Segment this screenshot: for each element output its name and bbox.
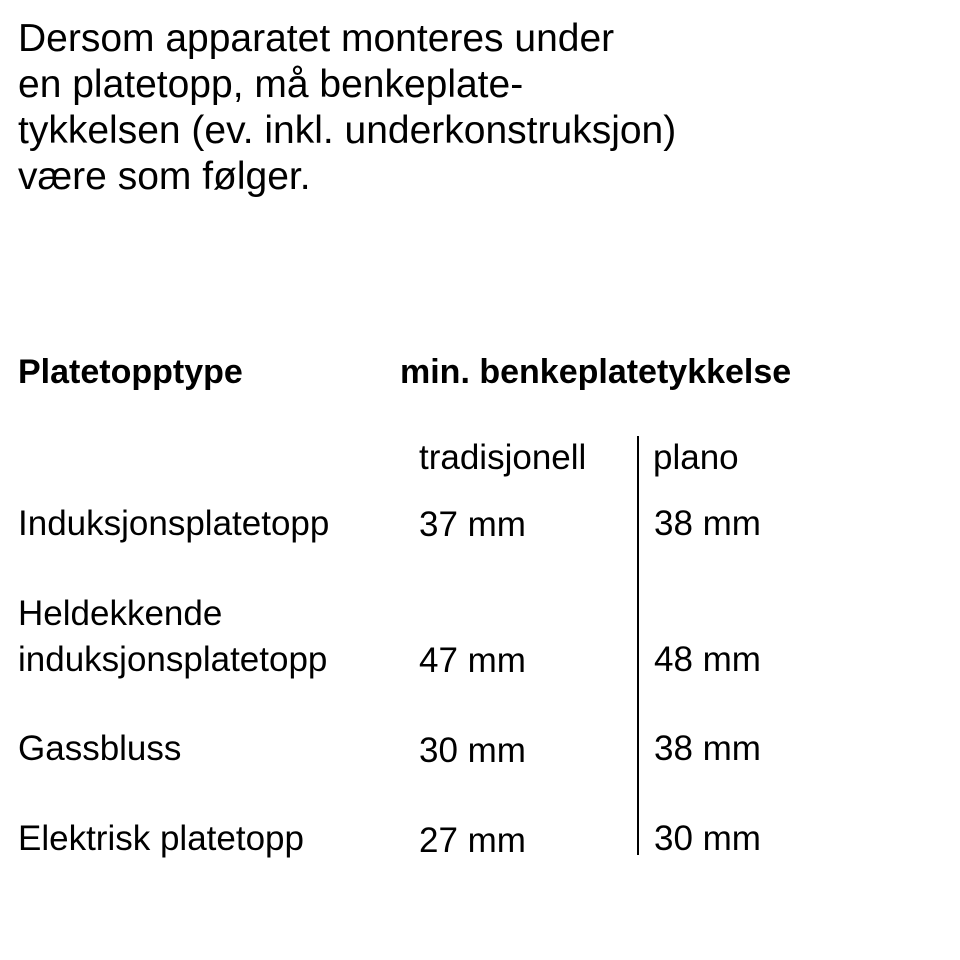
intro-line: være som følger. bbox=[18, 155, 311, 198]
intro-line: tykkelsen (ev. inkl. underkonstruksjon) bbox=[18, 109, 677, 152]
intro-paragraph bbox=[18, 16, 918, 200]
row-traditional-value: 30 mm bbox=[419, 731, 526, 770]
intro-line: en platetopp, må benkeplate- bbox=[18, 63, 524, 106]
row-hob-type: Heldekkende bbox=[18, 594, 223, 633]
header-min-thickness: min. benkeplatetykkelse bbox=[400, 353, 792, 391]
row-plano-value: 38 mm bbox=[654, 729, 761, 768]
row-traditional-value: 47 mm bbox=[419, 641, 526, 680]
row-hob-type: Gassbluss bbox=[18, 729, 182, 768]
row-plano-value: 38 mm bbox=[654, 504, 761, 543]
row-plano-value: 48 mm bbox=[654, 640, 761, 679]
row-traditional-value: 37 mm bbox=[419, 505, 526, 544]
header-hob-type: Platetopptype bbox=[18, 353, 243, 391]
row-hob-type: Induksjonsplatetopp bbox=[18, 504, 330, 543]
row-plano-value: 30 mm bbox=[654, 819, 761, 858]
intro-line: Dersom apparatet monteres under bbox=[18, 17, 615, 60]
column-divider bbox=[637, 436, 639, 855]
row-hob-type: Elektrisk platetopp bbox=[18, 819, 304, 858]
row-traditional-value: 27 mm bbox=[419, 821, 526, 860]
subheader-plano: plano bbox=[653, 438, 739, 477]
row-hob-type: induksjonsplatetopp bbox=[18, 640, 328, 679]
subheader-traditional: tradisjonell bbox=[419, 438, 587, 477]
